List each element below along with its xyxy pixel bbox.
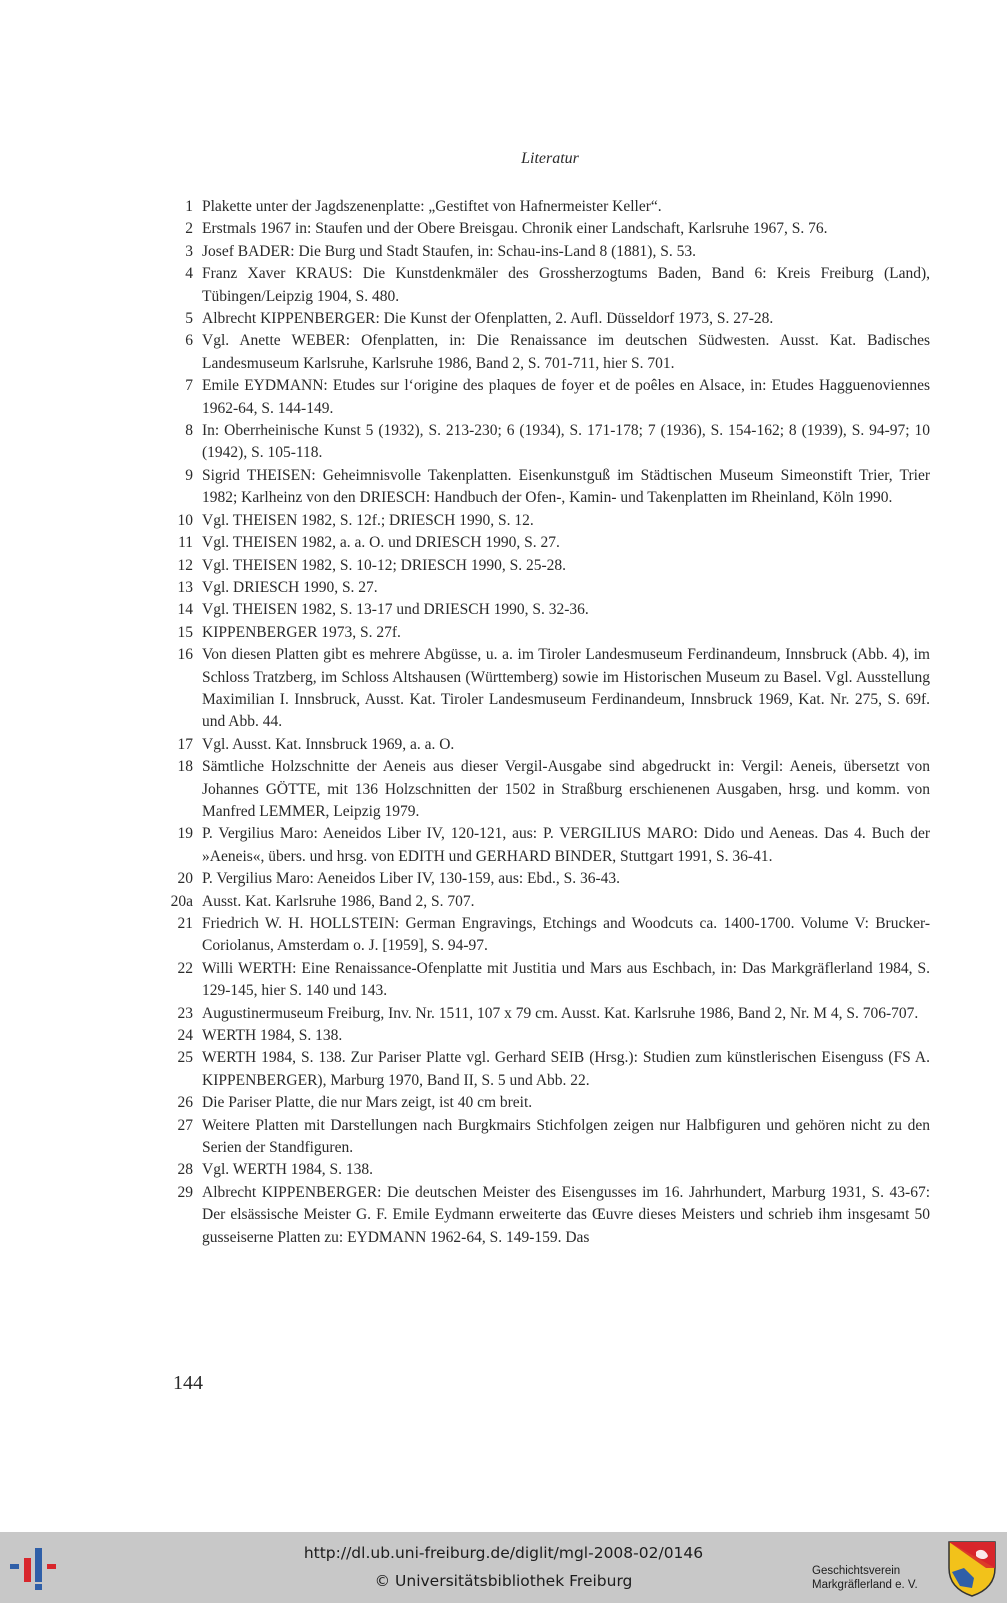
endnote-text: Sigrid THEISEN: Geheimnisvolle Takenplatten. Eisenkunstguß im Städtischen Museum Simeonstift Trier, Trier 1982; Karlheinz von den DRIESCH: Handbuch der Ofen-, Kamin- und Takenplatten im Rheinland, Köln 1990.	[202, 466, 930, 507]
running-title: Literatur	[521, 150, 579, 167]
endnote-text: WERTH 1984, S. 138. Zur Pariser Platte vgl. Gerhard SEIB (Hrsg.): Studien zum künstlerischen Eisenguss (FS A. KIPPENBERGER), Marburg 1970, Band II, S. 5 und Abb. 22.	[202, 1049, 930, 1089]
endnote-item	[170, 1003, 930, 1025]
society-name	[812, 1564, 918, 1592]
endnote-number: 24	[177, 1027, 193, 1045]
endnote-item	[170, 599, 930, 621]
endnote-text: Josef BADER: Die Burg und Stadt Staufen, in: Schau-ins-Land 8 (1881), S. 53.	[202, 242, 696, 260]
endnote-number: 16	[177, 646, 193, 664]
endnote-text: Vgl. THEISEN 1982, S. 10-12; DRIESCH 1990, S. 25-28.	[202, 556, 566, 574]
endnote-item	[170, 823, 930, 868]
endnote-item	[170, 1115, 930, 1160]
endnote-item	[170, 196, 930, 218]
endnote-text: Plakette unter der Jagdszenenplatte: „Gestiftet von Hafnermeister Keller“.	[202, 198, 662, 215]
endnote-text: Vgl. THEISEN 1982, S. 12f.; DRIESCH 1990, S. 12.	[202, 511, 534, 529]
endnote-item	[170, 465, 930, 510]
endnote-text: Von diesen Platten gibt es mehrere Abgüsse, u. a. im Tiroler Landesmuseum Ferdinandeum, Innsbruck (Abb. 4), im Schloss Tratzberg, im Schloss Altshausen (Württemberg) sowie im Historischen Museum zu Basel. Vgl. Ausstellung Maximilian I. Innsbruck, Ausst. Kat. Tiroler Landesmuseum Ferdinandeum, Innsbruck 1969, Kat. Nr. 275, S. 69f. und Abb. 44.	[202, 646, 930, 731]
endnote-number: 20a	[170, 892, 193, 910]
endnote-number: 4	[185, 265, 193, 283]
page-number: 144	[173, 1372, 203, 1394]
endnote-item	[170, 375, 930, 420]
endnote-number: 2	[185, 220, 193, 238]
endnote-number: 25	[177, 1049, 193, 1067]
endnote-number: 29	[177, 1183, 193, 1201]
endnote-text: Vgl. WERTH 1984, S. 138.	[202, 1161, 374, 1179]
society-name-line2: Markgräflerland e. V.	[812, 1579, 918, 1591]
endnote-item	[170, 958, 930, 1003]
endnote-number: 8	[185, 422, 193, 440]
endnote-number: 6	[185, 332, 193, 350]
endnote-number: 11	[178, 534, 193, 552]
endnote-item	[170, 330, 930, 375]
endnote-item	[170, 1025, 930, 1047]
copyright-notice: © Universitätsbibliothek Freiburg	[374, 1572, 633, 1590]
endnote-text: KIPPENBERGER 1973, S. 27f.	[202, 623, 401, 641]
endnote-item	[170, 622, 930, 644]
endnote-text: Die Pariser Platte, die nur Mars zeigt, ist 40 cm breit.	[202, 1094, 533, 1112]
endnote-text: Sämtliche Holzschnitte der Aeneis aus dieser Vergil-Ausgabe sind abgedruckt in: Vergil: Aeneis, übersetzt von Johannes GÖTTE, mit 136 Holzschnitten der 1502 in Straßburg erschienenen Ausgaben, hrsg. und komm. von Manfred LEMMER, Leipzig 1979.	[202, 758, 930, 820]
society-name-line1: Geschichtsverein	[812, 1565, 901, 1577]
endnote-item	[170, 756, 930, 823]
endnote-item	[170, 308, 930, 330]
endnote-text: Vgl. THEISEN 1982, S. 13-17 und DRIESCH 1990, S. 32-36.	[202, 601, 589, 619]
endnote-text: Friedrich W. H. HOLLSTEIN: German Engravings, Etchings and Woodcuts ca. 1400-1700. Volume V: Brucker-Coriolanus, Amsterdam o. J. [1959], S. 94-97.	[202, 915, 930, 955]
endnote-text: Albrecht KIPPENBERGER: Die Kunst der Ofenplatten, 2. Aufl. Düsseldorf 1973, S. 27-28.	[202, 310, 774, 328]
endnote-item	[170, 420, 930, 465]
endnote-number: 13	[177, 578, 193, 596]
endnote-number: 23	[177, 1004, 193, 1022]
endnote-text: Vgl. Ausst. Kat. Innsbruck 1969, a. a. O.	[202, 735, 455, 753]
endnote-number: 27	[177, 1116, 193, 1134]
endnote-item	[170, 263, 930, 308]
endnote-item	[170, 1047, 930, 1092]
endnote-item	[170, 734, 930, 756]
endnote-number: 17	[177, 735, 193, 753]
endnote-number: 22	[177, 959, 193, 977]
endnote-number: 12	[177, 556, 193, 574]
endnote-number: 15	[177, 623, 193, 641]
source-url-link[interactable]: http://dl.ub.uni-freiburg.de/diglit/mgl-2008-02/0146	[303, 1544, 704, 1562]
endnote-number: 21	[177, 915, 193, 932]
endnote-text: Albrecht KIPPENBERGER: Die deutschen Meister des Eisengusses im 16. Jahrhundert, Marburg 1931, S. 43-67: Der elsässische Meister G. F. Emile Eydmann erweiterte das Œuvre dieses Meisters und schrieb ihm insgesamt 50 gusseiserne Platten zu: EYDMANN 1962-64, S. 149-159. Das	[202, 1183, 930, 1246]
endnote-number: 28	[177, 1161, 193, 1179]
endnote-text: Vgl. THEISEN 1982, a. a. O. und DRIESCH 1990, S. 27.	[202, 534, 560, 552]
endnote-item	[170, 891, 930, 913]
endnote-text: Franz Xaver KRAUS: Die Kunstdenkmäler des Grossherzogtums Baden, Band 6: Kreis Freiburg (Land), Tübingen/Leipzig 1904, S. 480.	[202, 265, 930, 305]
endnote-item	[170, 218, 930, 240]
endnote-number: 19	[177, 825, 193, 843]
endnote-number: 3	[185, 242, 193, 260]
endnote-text: WERTH 1984, S. 138.	[202, 1027, 343, 1045]
endnote-text: Vgl. Anette WEBER: Ofenplatten, in: Die Renaissance im deutschen Südwesten. Ausst. Kat. Badisches Landesmuseum Karlsruhe, Karlsruhe 1986, Band 2, S. 701-711, hier S. 701.	[202, 332, 930, 372]
endnote-item	[170, 644, 930, 734]
endnote-text: P. Vergilius Maro: Aeneidos Liber IV, 120-121, aus: P. VERGILIUS MARO: Dido und Aeneas. Das 4. Buch der »Aeneis«, übers. und hrsg. von EDITH und GERHARD BINDER, Stuttgart 1991, S. 36-41.	[202, 825, 930, 865]
endnote-number: 10	[177, 511, 193, 529]
endnote-item	[170, 913, 930, 958]
endnote-item	[170, 1092, 930, 1114]
endnote-number: 14	[177, 601, 193, 619]
endnote-text: Vgl. DRIESCH 1990, S. 27.	[202, 578, 378, 596]
endnote-item	[170, 868, 930, 890]
endnotes-list	[170, 196, 930, 1249]
endnote-text: Erstmals 1967 in: Staufen und der Obere Breisgau. Chronik einer Landschaft, Karlsruhe 1967, S. 76.	[202, 220, 828, 238]
endnote-number: 26	[177, 1094, 193, 1112]
endnote-number: 20	[177, 870, 193, 888]
endnote-item	[170, 1159, 930, 1181]
endnote-text: Emile EYDMANN: Etudes sur l‘origine des plaques de foyer et de poêles en Alsace, in: Etudes Hagguenoviennes 1962-64, S. 144-149.	[202, 377, 930, 417]
endnote-text: In: Oberrheinische Kunst 5 (1932), S. 213-230; 6 (1934), S. 171-178; 7 (1936), S. 154-162; 8 (1939), S. 94-97; 10 (1942), S. 105-118.	[202, 422, 930, 462]
endnote-number: 7	[185, 377, 193, 395]
endnote-item	[170, 555, 930, 577]
endnote-item	[170, 577, 930, 599]
endnote-item	[170, 1182, 930, 1249]
endnote-number: 18	[177, 758, 193, 776]
endnote-item	[170, 510, 930, 532]
endnote-text: P. Vergilius Maro: Aeneidos Liber IV, 130-159, aus: Ebd., S. 36-43.	[202, 870, 621, 888]
endnote-item	[170, 241, 930, 263]
endnote-number: 1	[185, 198, 193, 215]
endnote-text: Willi WERTH: Eine Renaissance-Ofenplatte mit Justitia und Mars aus Eschbach, in: Das Markgräflerland 1984, S. 129-145, hier S. 140 und 143.	[202, 959, 930, 1000]
endnote-number: 9	[185, 466, 193, 484]
endnote-text: Ausst. Kat. Karlsruhe 1986, Band 2, S. 707.	[202, 892, 475, 910]
endnote-text: Weitere Platten mit Darstellungen nach Burgkmairs Stichfolgen zeigen nur Halbfiguren und gehören nicht zu den Serien der Standfiguren.	[202, 1116, 930, 1157]
endnote-number: 5	[185, 310, 193, 328]
endnote-text: Augustinermuseum Freiburg, Inv. Nr. 1511, 107 x 79 cm. Ausst. Kat. Karlsruhe 1986, Band 2, Nr. M 4, S. 706-707.	[202, 1004, 919, 1022]
coat-of-arms-icon	[946, 1538, 998, 1598]
endnote-item	[170, 532, 930, 554]
footer-bar	[0, 1532, 1007, 1603]
